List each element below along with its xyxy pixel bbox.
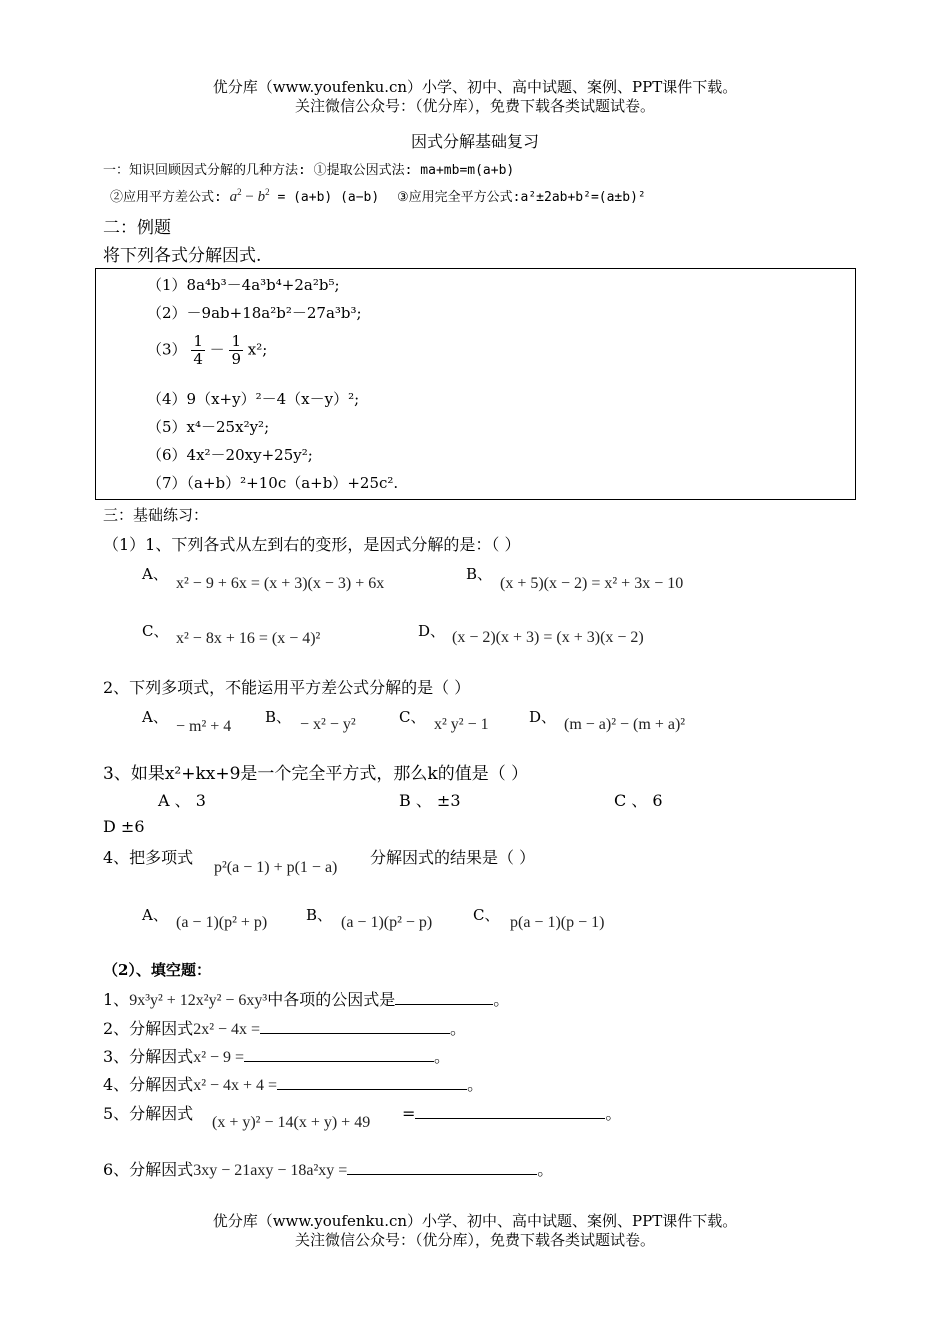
fill-1-suffix: 中各项的公因式是 xyxy=(267,990,396,1009)
fill-4-prefix: 4、分解因式 xyxy=(103,1075,194,1094)
fill-3-prefix: 3、分解因式 xyxy=(103,1047,194,1066)
q2-option-d-expr: (m − a)² − (m + a)² xyxy=(564,716,686,733)
minus-sign: － xyxy=(209,340,225,359)
section1-line2 xyxy=(110,186,646,206)
frac1-denominator: 4 xyxy=(193,350,203,368)
example-item-1: （1）8a⁴b³－4a³b⁴+2a²b⁵; xyxy=(147,276,340,294)
q1-option-d-expr: (x − 2)(x + 3) = (x + 3)(x − 2) xyxy=(452,629,644,646)
section2-instruction: 将下列各式分解因式. xyxy=(103,246,262,266)
fill-question-5-tail xyxy=(402,1101,621,1124)
fill-6-prefix: 6、分解因式 xyxy=(103,1160,194,1179)
fill-6-expr: 3xy − 21axy − 18a²xy = xyxy=(193,1162,348,1179)
fill-6-end: 。 xyxy=(537,1160,554,1179)
q3-option-d: D ±6 xyxy=(103,817,145,836)
method2-formula: $a^2 - b^2$ xyxy=(229,187,270,205)
frac1-numerator: 1 xyxy=(193,332,203,350)
fill-5-end: 。 xyxy=(605,1104,622,1123)
q2-option-c-expr: x² y² − 1 xyxy=(434,716,489,733)
question-2: 2、下列多项式，不能运用平方差公式分解的是（ ） xyxy=(103,678,471,697)
frac2-denominator: 9 xyxy=(231,350,241,368)
example-item-4: （4）9（x+y）²－4（x－y）²; xyxy=(147,390,360,408)
fraction-1-9 xyxy=(229,333,243,368)
example-item-7: （7）（a+b）²+10c（a+b）+25c². xyxy=(147,474,399,492)
fill-2-expr: 2x² − 4x = xyxy=(193,1021,261,1038)
q3-option-b: B 、 ±3 xyxy=(399,791,461,810)
fill-question-2 xyxy=(103,1016,466,1039)
q4-option-a-expr: (a − 1)(p² + p) xyxy=(176,914,268,931)
q4-option-c-expr: p(a − 1)(p − 1) xyxy=(510,914,605,931)
example-item-5: （5）x⁴－25x²y²; xyxy=(147,418,270,436)
section3-heading: 三：基础练习： xyxy=(103,506,209,524)
fill-question-1 xyxy=(103,987,509,1010)
question-4-prefix: 4、把多项式 xyxy=(103,848,194,867)
fill-4-answer-blank[interactable] xyxy=(277,1075,467,1090)
example-item-3-label: （3） xyxy=(147,340,187,359)
fill-4-end: 。 xyxy=(467,1075,484,1094)
q3-option-a: A 、 3 xyxy=(158,791,206,810)
header-line-1: 优分库（www.youfenku.cn）小学、初中、高中试题、案例、PPT课件下载。 xyxy=(212,78,738,96)
example-item-3 xyxy=(147,333,267,368)
section2-heading: 二：例题 xyxy=(103,218,171,238)
fill-1-expr: 9x³y² + 12x²y² − 6xy³ xyxy=(129,992,268,1009)
q4-option-b-label: B、 xyxy=(306,906,333,924)
fill-5-expr: (x + y)² − 14(x + y) + 49 xyxy=(212,1114,371,1131)
frac2-numerator: 1 xyxy=(231,332,241,350)
fill-2-end: 。 xyxy=(450,1019,467,1038)
q3-option-c: C 、 6 xyxy=(614,791,663,810)
example-item-6: （6）4x²－20xy+25y²; xyxy=(147,446,313,464)
example-item-2: （2）－9ab+18a²b²－27a³b³; xyxy=(147,304,362,322)
q4-option-c-label: C、 xyxy=(473,906,500,924)
fill-3-expr: x² − 9 = xyxy=(193,1049,245,1066)
fill-2-answer-blank[interactable] xyxy=(260,1019,450,1034)
fill-4-expr: x² − 4x + 4 = xyxy=(193,1077,278,1094)
question-1: （1）1、下列各式从左到右的变形，是因式分解的是：（ ） xyxy=(103,535,521,554)
q2-option-c-label: C、 xyxy=(399,708,426,726)
fill-3-answer-blank[interactable] xyxy=(244,1047,434,1062)
question-4-suffix: 分解因式的结果是（ ） xyxy=(370,848,536,867)
footer-line-2: 关注微信公众号：（优分库），免费下载各类试题试卷。 xyxy=(294,1231,655,1249)
q1-option-a-expr: x² − 9 + 6x = (x + 3)(x − 3) + 6x xyxy=(176,575,385,592)
method2-label: ②应用平方差公式: xyxy=(110,190,222,205)
fill-question-3 xyxy=(103,1044,450,1067)
q1-option-b-expr: (x + 5)(x − 2) = x² + 3x − 10 xyxy=(500,575,684,592)
q1-option-b-label: B、 xyxy=(466,565,493,583)
fill-1-answer-blank[interactable] xyxy=(395,990,493,1005)
fill-3-end: 。 xyxy=(434,1047,451,1066)
fraction-1-4 xyxy=(191,333,205,368)
example-item-3-tail: x²; xyxy=(247,340,268,359)
fill-question-6 xyxy=(103,1157,553,1180)
method2-tail: = (a+b) (a−b) xyxy=(277,190,380,205)
footer-line-1: 优分库（www.youfenku.cn）小学、初中、高中试题、案例、PPT课件下载。 xyxy=(212,1212,738,1230)
fill-1-end: 。 xyxy=(493,990,510,1009)
section1-line1: 一：知识回顾因式分解的几种方法: ①提取公因式法: ma+mb=m(a+b) xyxy=(103,163,515,178)
q2-option-b-label: B、 xyxy=(265,708,292,726)
q2-option-d-label: D、 xyxy=(529,708,557,726)
fill-question-5-prefix: 5、分解因式 xyxy=(103,1104,194,1123)
fill-6-answer-blank[interactable] xyxy=(347,1160,537,1175)
q4-option-a-label: A、 xyxy=(142,906,168,924)
fill-5-suffix: = xyxy=(402,1104,416,1123)
q2-option-a-expr: − m² + 4 xyxy=(176,718,232,735)
q2-option-a-label: A、 xyxy=(142,708,168,726)
q1-option-c-expr: x² − 8x + 16 = (x − 4)² xyxy=(176,630,321,647)
fill-1-prefix: 1、 xyxy=(103,990,130,1009)
q1-option-a-label: A、 xyxy=(142,565,168,583)
fill-5-answer-blank[interactable] xyxy=(415,1104,605,1119)
part2-heading: （2）、填空题： xyxy=(103,961,211,979)
q1-option-c-label: C、 xyxy=(142,622,169,640)
method3-text: ③应用完全平方公式:a²±2ab+b²=(a±b)² xyxy=(397,190,646,205)
fill-2-prefix: 2、分解因式 xyxy=(103,1019,194,1038)
question-4-expr: p²(a − 1) + p(1 − a) xyxy=(214,859,338,876)
page-title: 因式分解基础复习 xyxy=(410,132,539,151)
q1-option-d-label: D、 xyxy=(418,622,446,640)
header-line-2: 关注微信公众号：（优分库），免费下载各类试题试卷。 xyxy=(294,97,655,115)
q2-option-b-expr: − x² − y² xyxy=(300,716,356,733)
fill-question-4 xyxy=(103,1072,483,1095)
question-3: 3、如果x²+kx+9是一个完全平方式，那么k的值是（ ） xyxy=(103,764,529,784)
q4-option-b-expr: (a − 1)(p² − p) xyxy=(341,914,433,931)
